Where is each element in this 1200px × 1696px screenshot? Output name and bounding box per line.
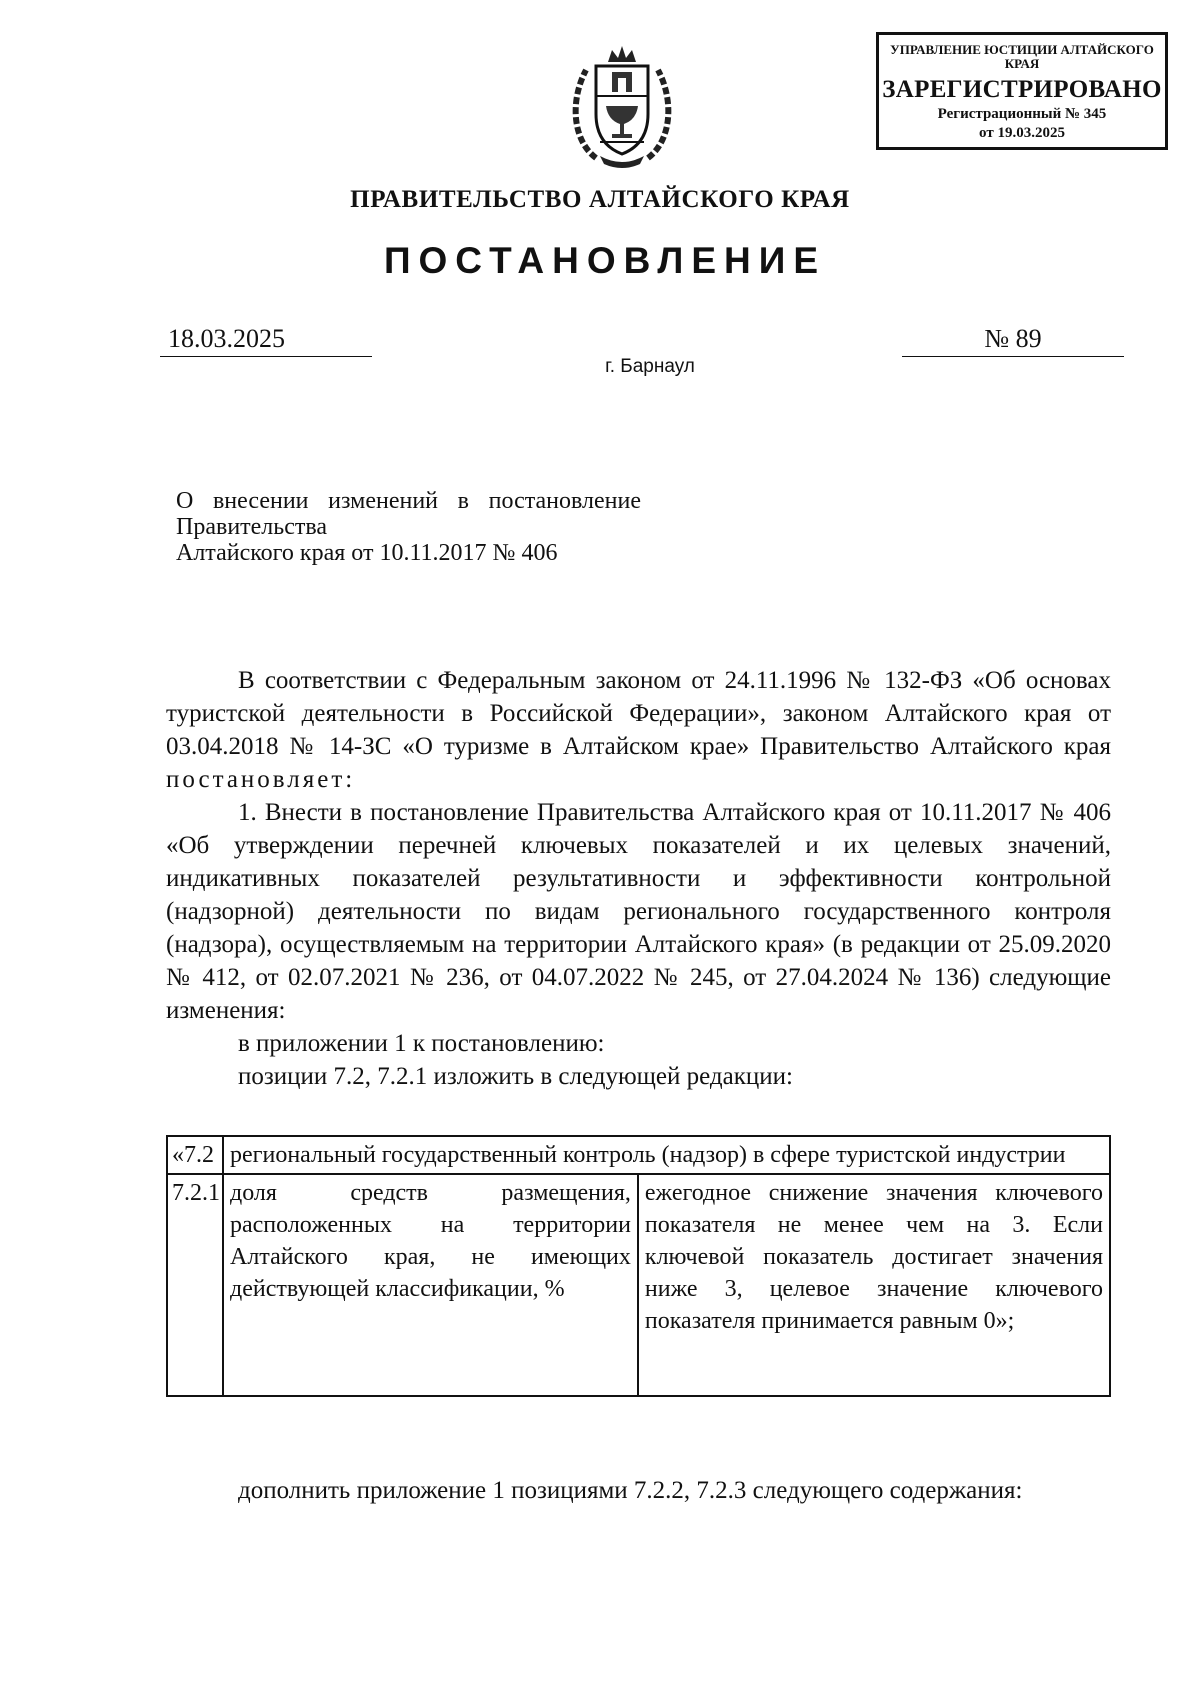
organization-name: ПРАВИТЕЛЬСТВО АЛТАЙСКОГО КРАЯ	[350, 186, 850, 213]
document-number: № 89	[902, 324, 1124, 357]
stamp-title: ЗАРЕГИСТРИРОВАНО	[882, 76, 1162, 103]
stamp-reg-number: Регистрационный № 345	[937, 106, 1107, 122]
document-date: 18.03.2025	[160, 324, 372, 357]
row-code: «7.2	[167, 1136, 223, 1174]
subject-line-2: Алтайского края от 10.11.2017 № 406	[176, 540, 558, 566]
positions-line: позиции 7.2, 7.2.1 изложить в следующей редакции:	[238, 1063, 793, 1090]
appendix-line: в приложении 1 к постановлению:	[238, 1030, 605, 1057]
positions-table	[166, 1135, 1111, 1397]
document-type: ПОСТАНОВЛЕНИЕ	[383, 240, 827, 281]
preamble-text: В соответствии с Федеральным законом от 24.11.1996 № 132-ФЗ «Об основах туристской деятельности в Российской Федерации», законом Алтайского края от 03.04.2018 № 14-ЗС «О туризме в Алтайском крае» Правительство Алтайского края	[166, 667, 1111, 760]
coat-of-arms-emblem	[566, 40, 678, 170]
subject-line-1: О внесении изменений в постановление Правительства	[176, 488, 641, 540]
stamp-department: УПРАВЛЕНИЕ ЮСТИЦИИ АЛТАЙСКОГО КРАЯ	[890, 42, 1154, 71]
decree-word: постановляет:	[166, 766, 356, 793]
registration-stamp	[876, 32, 1168, 150]
indicator-cell: доля средств размещения, расположенных на территории Алтайского края, не имеющих действующей классификации, %	[223, 1174, 638, 1396]
document-city: г. Барнаул	[605, 356, 695, 377]
preamble-paragraph	[166, 664, 1111, 796]
target-value-cell: ежегодное снижение значения ключевого показателя не менее чем на 3. Если ключевой показатель достигает значения ниже 3, целевое значение ключевого показателя принимается равным 0»;	[638, 1174, 1110, 1396]
item-1-paragraph: 1. Внести в постановление Правительства Алтайского края от 10.11.2017 № 406 «Об утверждении перечней ключевых показателей и их целевых значений, индикативных показателей результативности и эффективности контрольной (надзорной) деятельности по видам регионального государственного контроля (надзора), осуществляемым на территории Алтайского края» (в редакции от 25.09.2020 № 412, от 02.07.2021 № 236, от 04.07.2022 № 245, от 27.04.2024 № 136) следующие изменения:	[166, 799, 1111, 1024]
row-code: 7.2.1	[167, 1174, 223, 1396]
table-row	[167, 1136, 1110, 1174]
row-title: региональный государственный контроль (надзор) в сфере туристской индустрии	[223, 1136, 1110, 1174]
stamp-reg-date: от 19.03.2025	[979, 125, 1065, 141]
document-subject	[176, 488, 641, 566]
footer-paragraph: дополнить приложение 1 позициями 7.2.2, 7.2.3 следующего содержания:	[238, 1477, 1023, 1504]
table-row	[167, 1174, 1110, 1396]
document-body	[166, 664, 1111, 1093]
